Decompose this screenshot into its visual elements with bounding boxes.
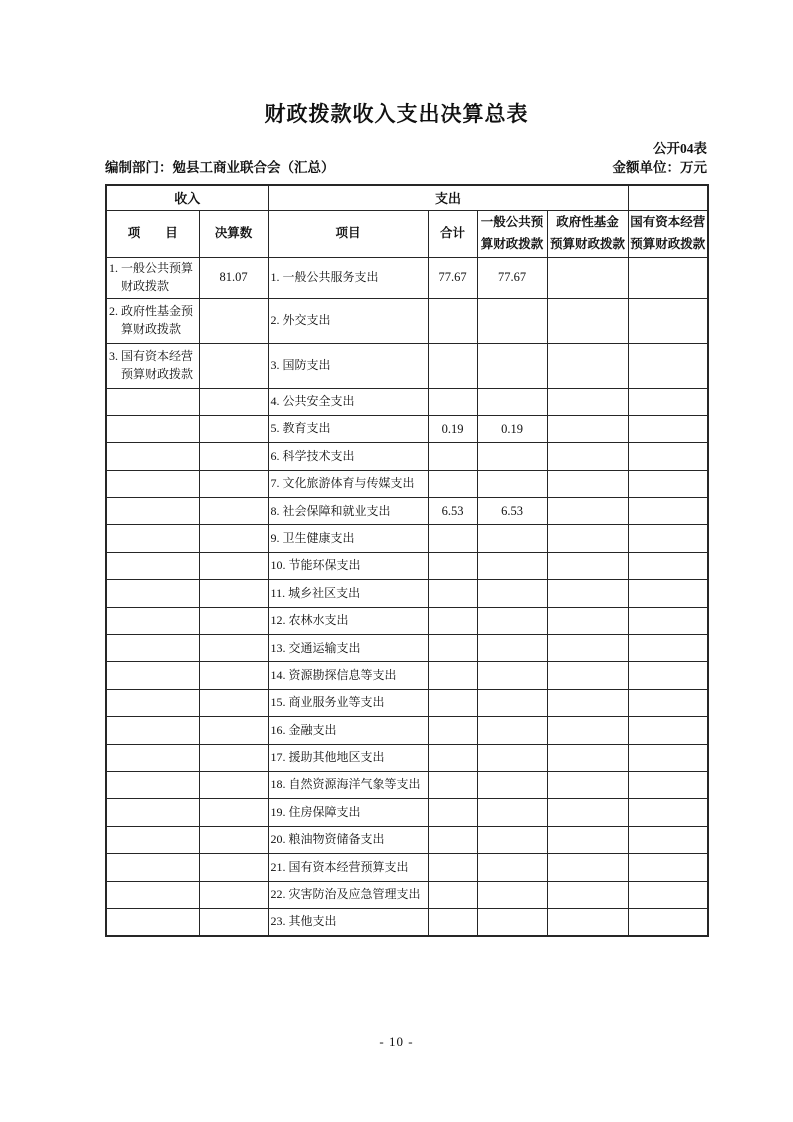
income-amount-cell: [199, 443, 268, 470]
gov-fund-budget-cell: [547, 662, 628, 689]
gov-fund-budget-cell: [547, 854, 628, 881]
expense-total-cell: [428, 443, 477, 470]
general-public-budget-cell: [477, 908, 547, 935]
gov-fund-budget-cell: [547, 881, 628, 908]
general-public-budget-cell: [477, 635, 547, 662]
col-header-total: 合计: [428, 210, 477, 257]
expense-item-cell: 4. 公共安全支出: [268, 388, 428, 415]
income-amount-cell: [199, 717, 268, 744]
income-item-cell: [106, 854, 199, 881]
table-row: [106, 689, 708, 716]
expense-total-cell: [428, 908, 477, 935]
income-item-cell: [106, 662, 199, 689]
gov-fund-budget-cell: [547, 552, 628, 579]
income-amount-cell: [199, 854, 268, 881]
income-item-cell: 1. 一般公共预算 财政拨款: [106, 257, 199, 298]
table-row: [106, 771, 708, 798]
table-row: [106, 908, 708, 935]
gov-fund-budget-cell: [547, 607, 628, 634]
expense-total-cell: [428, 298, 477, 343]
income-section-header: 收入: [106, 185, 268, 210]
income-item-cell: [106, 826, 199, 853]
state-capital-budget-cell: [628, 343, 708, 388]
expense-item-cell: 21. 国有资本经营预算支出: [268, 854, 428, 881]
income-amount-cell: [199, 662, 268, 689]
table-row: [106, 854, 708, 881]
expense-item-cell: 20. 粮油物资储备支出: [268, 826, 428, 853]
expense-item-cell: 8. 社会保障和就业支出: [268, 498, 428, 525]
state-capital-budget-cell: [628, 826, 708, 853]
gov-fund-budget-cell: [547, 498, 628, 525]
table-row: [106, 881, 708, 908]
state-capital-budget-cell: [628, 717, 708, 744]
state-capital-budget-cell: [628, 498, 708, 525]
general-public-budget-cell: 0.19: [477, 415, 547, 442]
fiscal-summary-table: [105, 184, 709, 937]
expense-total-cell: [428, 744, 477, 771]
expense-total-cell: [428, 662, 477, 689]
department-label: 编制部门：勉县工商业联合会（汇总）: [105, 160, 335, 175]
col-header-income-item: 项 目: [106, 210, 199, 257]
table-row: [106, 635, 708, 662]
gov-fund-budget-cell: [547, 799, 628, 826]
general-public-budget-cell: [477, 717, 547, 744]
table-row: [106, 744, 708, 771]
expense-item-cell: 17. 援助其他地区支出: [268, 744, 428, 771]
general-public-budget-cell: 6.53: [477, 498, 547, 525]
expense-total-cell: [428, 771, 477, 798]
income-item-cell: 3. 国有资本经营 预算财政拨款: [106, 343, 199, 388]
table-row: [106, 388, 708, 415]
gov-fund-budget-cell: [547, 826, 628, 853]
gov-fund-budget-cell: [547, 689, 628, 716]
state-capital-budget-cell: [628, 771, 708, 798]
state-capital-budget-cell: [628, 799, 708, 826]
expense-total-cell: [428, 580, 477, 607]
income-item-cell: [106, 580, 199, 607]
state-capital-budget-cell: [628, 662, 708, 689]
income-amount-cell: [199, 343, 268, 388]
table-row: [106, 443, 708, 470]
expense-total-cell: [428, 470, 477, 497]
table-row: [106, 717, 708, 744]
expense-total-cell: [428, 343, 477, 388]
income-item-cell: [106, 498, 199, 525]
general-public-budget-cell: [477, 771, 547, 798]
gov-fund-budget-cell: [547, 580, 628, 607]
expense-total-cell: [428, 717, 477, 744]
expense-total-cell: [428, 799, 477, 826]
income-amount-cell: [199, 771, 268, 798]
general-public-budget-cell: [477, 662, 547, 689]
expense-total-cell: 0.19: [428, 415, 477, 442]
expense-item-cell: 23. 其他支出: [268, 908, 428, 935]
expense-item-cell: 3. 国防支出: [268, 343, 428, 388]
state-capital-budget-cell: [628, 415, 708, 442]
general-public-budget-cell: [477, 689, 547, 716]
state-capital-budget-cell: [628, 908, 708, 935]
expense-item-cell: 10. 节能环保支出: [268, 552, 428, 579]
expense-total-cell: [428, 635, 477, 662]
gov-fund-budget-cell: [547, 388, 628, 415]
gov-fund-budget-cell: [547, 635, 628, 662]
expense-item-cell: 18. 自然资源海洋气象等支出: [268, 771, 428, 798]
gov-fund-budget-cell: [547, 343, 628, 388]
unit-label: 金额单位：万元: [612, 160, 707, 175]
income-amount-cell: [199, 826, 268, 853]
table-row: [106, 799, 708, 826]
col-header-general-public-budget: 一般公共预 算财政拨款: [477, 210, 547, 257]
income-amount-cell: [199, 298, 268, 343]
gov-fund-budget-cell: [547, 298, 628, 343]
general-public-budget-cell: [477, 298, 547, 343]
gov-fund-budget-cell: [547, 415, 628, 442]
general-public-budget-cell: [477, 580, 547, 607]
gov-fund-budget-cell: [547, 443, 628, 470]
general-public-budget-cell: [477, 826, 547, 853]
table-row: [106, 498, 708, 525]
expense-item-cell: 7. 文化旅游体育与传媒支出: [268, 470, 428, 497]
general-public-budget-cell: [477, 799, 547, 826]
expense-total-cell: [428, 881, 477, 908]
income-item-cell: 2. 政府性基金预 算财政拨款: [106, 298, 199, 343]
expense-total-cell: [428, 607, 477, 634]
table-row: [106, 580, 708, 607]
expense-item-cell: 5. 教育支出: [268, 415, 428, 442]
page-title: 财政拨款收入支出决算总表: [264, 102, 529, 126]
col-header-income-amount: 决算数: [199, 210, 268, 257]
state-capital-budget-cell: [628, 580, 708, 607]
income-item-cell: [106, 881, 199, 908]
state-capital-budget-cell: [628, 443, 708, 470]
gov-fund-budget-cell: [547, 717, 628, 744]
table-row: [106, 415, 708, 442]
state-capital-budget-cell: [628, 257, 708, 298]
income-amount-cell: [199, 470, 268, 497]
expense-item-cell: 2. 外交支出: [268, 298, 428, 343]
expense-item-cell: 15. 商业服务业等支出: [268, 689, 428, 716]
table-row: [106, 826, 708, 853]
income-amount-cell: [199, 388, 268, 415]
income-amount-cell: [199, 580, 268, 607]
general-public-budget-cell: [477, 388, 547, 415]
state-capital-budget-cell: [628, 298, 708, 343]
expense-item-cell: 11. 城乡社区支出: [268, 580, 428, 607]
column-header-row: [106, 210, 708, 257]
expense-item-cell: 19. 住房保障支出: [268, 799, 428, 826]
general-public-budget-cell: [477, 525, 547, 552]
state-capital-budget-cell: [628, 854, 708, 881]
section-header-row: [106, 185, 708, 210]
income-amount-cell: [199, 744, 268, 771]
state-capital-budget-cell: [628, 388, 708, 415]
general-public-budget-cell: [477, 443, 547, 470]
income-item-cell: [106, 799, 199, 826]
table-row: [106, 470, 708, 497]
page-number: - 10 -: [379, 1034, 414, 1049]
income-item-cell: [106, 552, 199, 579]
income-amount-cell: [199, 908, 268, 935]
expense-total-cell: 6.53: [428, 498, 477, 525]
income-item-cell: [106, 470, 199, 497]
table-row: [106, 343, 708, 388]
state-capital-budget-cell: [628, 525, 708, 552]
expense-total-cell: [428, 388, 477, 415]
table-row: [106, 607, 708, 634]
gov-fund-budget-cell: [547, 257, 628, 298]
state-capital-budget-cell: [628, 552, 708, 579]
expense-item-cell: 13. 交通运输支出: [268, 635, 428, 662]
gov-fund-budget-cell: [547, 470, 628, 497]
general-public-budget-cell: 77.67: [477, 257, 547, 298]
expense-total-cell: [428, 826, 477, 853]
state-capital-budget-cell: [628, 689, 708, 716]
general-public-budget-cell: [477, 881, 547, 908]
state-capital-budget-cell: [628, 607, 708, 634]
income-item-cell: [106, 635, 199, 662]
general-public-budget-cell: [477, 607, 547, 634]
table-row: [106, 525, 708, 552]
expense-total-cell: [428, 552, 477, 579]
income-amount-cell: [199, 525, 268, 552]
expense-item-cell: 12. 农林水支出: [268, 607, 428, 634]
general-public-budget-cell: [477, 744, 547, 771]
expense-item-cell: 14. 资源勘探信息等支出: [268, 662, 428, 689]
general-public-budget-cell: [477, 552, 547, 579]
table-row: [106, 662, 708, 689]
income-item-cell: [106, 908, 199, 935]
income-item-cell: [106, 525, 199, 552]
gov-fund-budget-cell: [547, 744, 628, 771]
gov-fund-budget-cell: [547, 908, 628, 935]
expense-total-cell: [428, 854, 477, 881]
state-capital-budget-cell: [628, 470, 708, 497]
expense-item-cell: 1. 一般公共服务支出: [268, 257, 428, 298]
corner-empty-cell: [628, 185, 708, 210]
income-amount-cell: [199, 689, 268, 716]
col-header-expense-item: 项目: [268, 210, 428, 257]
income-item-cell: [106, 744, 199, 771]
col-header-state-capital-budget: 国有资本经营 预算财政拨款: [628, 210, 708, 257]
income-amount-cell: [199, 635, 268, 662]
income-item-cell: [106, 717, 199, 744]
expense-item-cell: 22. 灾害防治及应急管理支出: [268, 881, 428, 908]
state-capital-budget-cell: [628, 635, 708, 662]
table-header: [106, 185, 708, 257]
income-amount-cell: [199, 799, 268, 826]
expense-item-cell: 16. 金融支出: [268, 717, 428, 744]
income-amount-cell: 81.07: [199, 257, 268, 298]
table-row: [106, 298, 708, 343]
table-body: [106, 257, 708, 936]
table-code-label: 公开04表: [653, 141, 707, 156]
general-public-budget-cell: [477, 343, 547, 388]
income-amount-cell: [199, 415, 268, 442]
table-row: [106, 257, 708, 298]
expense-total-cell: 77.67: [428, 257, 477, 298]
state-capital-budget-cell: [628, 881, 708, 908]
income-amount-cell: [199, 881, 268, 908]
gov-fund-budget-cell: [547, 771, 628, 798]
expense-total-cell: [428, 525, 477, 552]
income-item-cell: [106, 443, 199, 470]
income-item-cell: [106, 415, 199, 442]
income-amount-cell: [199, 607, 268, 634]
col-header-gov-fund-budget: 政府性基金 预算财政拨款: [547, 210, 628, 257]
expense-item-cell: 9. 卫生健康支出: [268, 525, 428, 552]
income-amount-cell: [199, 552, 268, 579]
expense-total-cell: [428, 689, 477, 716]
general-public-budget-cell: [477, 470, 547, 497]
table-row: [106, 552, 708, 579]
income-item-cell: [106, 689, 199, 716]
expense-section-header: 支出: [268, 185, 628, 210]
state-capital-budget-cell: [628, 744, 708, 771]
income-amount-cell: [199, 498, 268, 525]
meta-row: [105, 159, 707, 176]
expense-item-cell: 6. 科学技术支出: [268, 443, 428, 470]
income-item-cell: [106, 771, 199, 798]
gov-fund-budget-cell: [547, 525, 628, 552]
income-item-cell: [106, 388, 199, 415]
general-public-budget-cell: [477, 854, 547, 881]
income-item-cell: [106, 607, 199, 634]
